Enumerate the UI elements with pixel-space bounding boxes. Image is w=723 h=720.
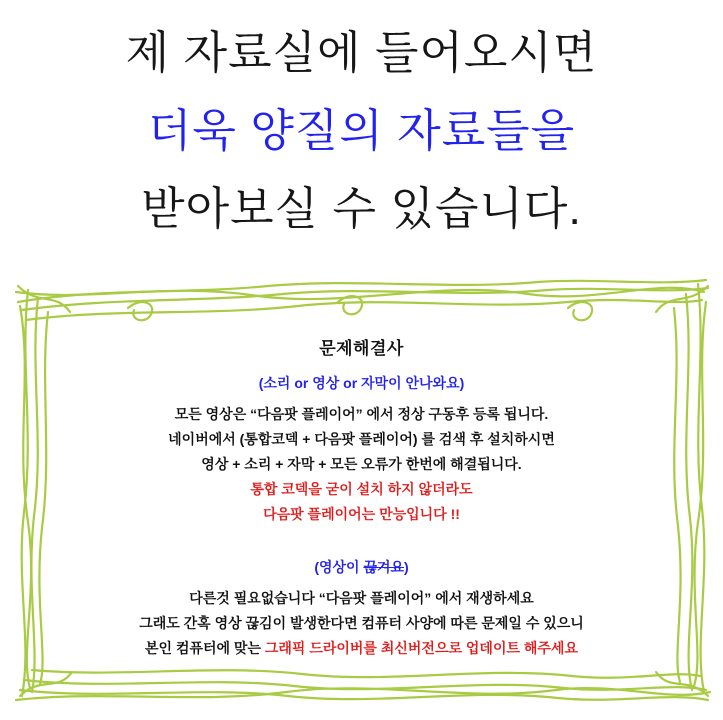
headline-block bbox=[0, 14, 723, 248]
section-1-line-1: 모든 영상은 “다음팟 플레이어” 에서 정상 구동후 등록 됩니다. bbox=[174, 406, 549, 422]
section-2-heading-strike: 끊겨요 bbox=[363, 559, 405, 575]
section-2-line-3 bbox=[8, 636, 715, 661]
section-1-line-3: 영상 + 소리 + 자막 + 모든 오류가 한번에 해결됩니다. bbox=[201, 456, 522, 472]
section-2-line-3-highlight: 그래픽 드라이버를 최신버전 bbox=[264, 640, 435, 656]
section-2-line-3-part2: 으로 업데이트 해주세요 bbox=[434, 640, 578, 656]
section-1-line-4: 통합 코덱을 굳이 설치 하지 않더라도 bbox=[250, 481, 473, 497]
headline-line-2: 더욱 양질의 자료들을 bbox=[147, 105, 576, 156]
section-1-heading: (소리 or 영상 or 자막이 안나와요) bbox=[258, 375, 465, 391]
headline-line-3: 받아보실 수 있습니다. bbox=[141, 183, 582, 234]
headline-line-1: 제 자료실에 들어오시면 bbox=[125, 27, 598, 78]
section-2-line-1: 다른것 필요없습니다 “다음팟 플레이어” 에서 재생하세요 bbox=[189, 590, 534, 606]
note-section-2 bbox=[8, 557, 715, 661]
section-2-heading bbox=[8, 557, 715, 577]
note-section-1 bbox=[8, 373, 715, 527]
section-1-line-2: 네이버에서 (통합코덱 + 다음팟 플레이어) 를 검색 후 설치하시면 bbox=[168, 431, 555, 447]
section-2-line-3-part1: 본인 컴퓨터에 맞는 bbox=[145, 640, 265, 656]
section-2-heading-prefix: (영상이 bbox=[314, 559, 364, 575]
note-content bbox=[8, 272, 715, 708]
note-title: 문제해결사 bbox=[319, 339, 404, 358]
section-1-line-5: 다음팟 플레이어는 만능입니다 !! bbox=[263, 506, 460, 522]
section-2-heading-suffix: ) bbox=[404, 559, 409, 575]
section-2-line-2: 그래도 간혹 영상 끊김이 발생한다면 컴퓨터 사양에 따른 문제일 수 있으니 bbox=[139, 615, 584, 631]
